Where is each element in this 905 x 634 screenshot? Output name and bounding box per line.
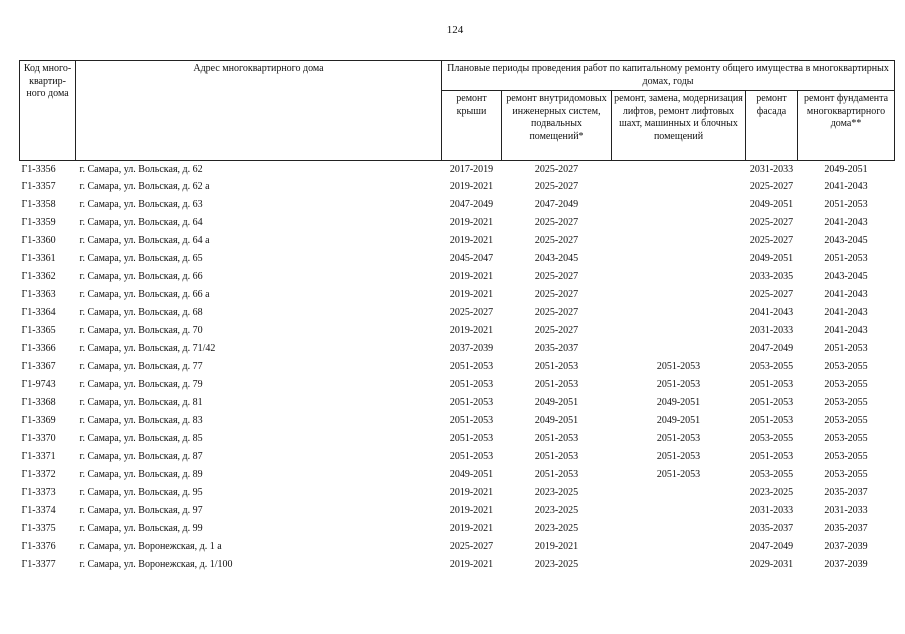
cell-roof: 2019-2021: [449, 217, 494, 229]
cell-engineering: 2023-2025: [534, 559, 579, 571]
table-row: [20, 413, 895, 431]
cell-elevators: 2051-2053: [656, 379, 701, 391]
cell-engineering: 2025-2027: [534, 163, 579, 175]
cell-foundation: 2053-2055: [824, 469, 868, 481]
cell-code: Г1-3360: [21, 235, 56, 247]
cell-roof: 2017-2019: [449, 163, 494, 175]
table-row: [20, 179, 895, 197]
cell-facade: 2053-2055: [749, 433, 794, 445]
cell-roof: 2051-2053: [449, 379, 494, 391]
cell-facade: 2031-2033: [749, 163, 794, 175]
cell-engineering: 2025-2027: [534, 235, 579, 247]
table-row: [20, 287, 895, 305]
cell-roof: 2019-2021: [449, 181, 494, 193]
cell-elevators: [612, 341, 746, 359]
cell-engineering: 2019-2021: [534, 541, 579, 553]
cell-code: Г1-3370: [21, 433, 56, 445]
cell-code: Г1-3366: [21, 343, 56, 355]
cell-roof: 2025-2027: [449, 541, 494, 553]
cell-address: г. Самара, ул. Вольская, д. 97: [79, 505, 203, 517]
cell-elevators: 2051-2053: [656, 469, 701, 481]
cell-foundation: 2035-2037: [824, 487, 868, 499]
cell-address: г. Самара, ул. Воронежская, д. 1/100: [79, 559, 233, 571]
cell-elevators: [612, 215, 746, 233]
cell-address: г. Самара, ул. Вольская, д. 85: [79, 433, 203, 445]
cell-foundation: 2043-2045: [824, 271, 868, 283]
cell-facade: 2051-2053: [749, 415, 794, 427]
header-roof: ремонт крыши: [442, 91, 502, 161]
cell-address: г. Самара, ул. Вольская, д. 83: [79, 415, 203, 427]
cell-address: г. Самара, ул. Вольская, д. 66: [79, 271, 203, 283]
cell-facade: 2051-2053: [749, 451, 794, 463]
cell-foundation: 2037-2039: [824, 559, 868, 571]
cell-code: Г1-3377: [21, 559, 56, 571]
cell-engineering: 2025-2027: [534, 271, 579, 283]
cell-engineering: 2023-2025: [534, 487, 579, 499]
page-number: 124: [446, 24, 464, 36]
cell-engineering: 2025-2027: [534, 217, 579, 229]
cell-code: Г1-3372: [21, 469, 56, 481]
cell-facade: 2041-2043: [749, 307, 794, 319]
cell-facade: 2029-2031: [749, 559, 794, 571]
cell-foundation: 2043-2045: [824, 235, 868, 247]
table-row: [20, 539, 895, 557]
cell-roof: 2019-2021: [449, 559, 494, 571]
cell-address: г. Самара, ул. Вольская, д. 87: [79, 451, 203, 463]
table-row: [20, 341, 895, 359]
cell-roof: 2037-2039: [449, 343, 494, 355]
table-body: [20, 161, 895, 575]
cell-roof: 2025-2027: [449, 307, 494, 319]
table-row: [20, 467, 895, 485]
cell-roof: 2049-2051: [449, 469, 494, 481]
header-address: Адрес многоквартирного дома: [76, 61, 442, 161]
cell-roof: 2019-2021: [449, 325, 494, 337]
cell-elevators: [612, 269, 746, 287]
cell-foundation: 2041-2043: [824, 181, 868, 193]
cell-code: Г1-3358: [21, 199, 56, 211]
cell-code: Г1-3363: [21, 289, 56, 301]
cell-address: г. Самара, ул. Вольская, д. 66 а: [79, 289, 210, 301]
table-row: [20, 161, 895, 179]
cell-elevators: [612, 539, 746, 557]
cell-facade: 2053-2055: [749, 469, 794, 481]
cell-roof: 2045-2047: [449, 253, 494, 265]
table-row: [20, 233, 895, 251]
header-code: Код много-квартир-ного дома: [20, 61, 76, 161]
cell-engineering: 2049-2051: [534, 397, 579, 409]
table-row: [20, 359, 895, 377]
cell-address: г. Самара, ул. Вольская, д. 62: [79, 163, 203, 175]
cell-code: Г1-3368: [21, 397, 56, 409]
cell-facade: 2047-2049: [749, 541, 794, 553]
cell-code: Г1-3361: [21, 253, 56, 265]
cell-code: Г1-3357: [21, 181, 56, 193]
cell-roof: 2047-2049: [449, 199, 494, 211]
cell-elevators: 2051-2053: [656, 451, 701, 463]
cell-elevators: [612, 305, 746, 323]
cell-engineering: 2035-2037: [534, 343, 579, 355]
table-row: [20, 431, 895, 449]
table-row: [20, 323, 895, 341]
cell-facade: 2033-2035: [749, 271, 794, 283]
cell-facade: 2031-2033: [749, 325, 794, 337]
cell-address: г. Самара, ул. Вольская, д. 62 а: [79, 181, 210, 193]
cell-foundation: 2041-2043: [824, 307, 868, 319]
cell-elevators: 2049-2051: [656, 415, 701, 427]
cell-engineering: 2025-2027: [534, 307, 579, 319]
cell-address: г. Самара, ул. Вольская, д. 99: [79, 523, 203, 535]
cell-engineering: 2051-2053: [534, 361, 579, 373]
cell-facade: 2049-2051: [749, 199, 794, 211]
cell-engineering: 2025-2027: [534, 289, 579, 301]
cell-elevators: [612, 485, 746, 503]
cell-facade: 2031-2033: [749, 505, 794, 517]
cell-roof: 2051-2053: [449, 397, 494, 409]
cell-foundation: 2041-2043: [824, 217, 868, 229]
cell-foundation: 2053-2055: [824, 451, 868, 463]
cell-facade: 2025-2027: [749, 289, 794, 301]
cell-foundation: 2049-2051: [824, 163, 868, 175]
cell-roof: 2051-2053: [449, 433, 494, 445]
cell-address: г. Самара, ул. Вольская, д. 95: [79, 487, 203, 499]
cell-engineering: 2025-2027: [534, 181, 579, 193]
cell-elevators: [612, 323, 746, 341]
table-row: [20, 215, 895, 233]
cell-engineering: 2023-2025: [534, 523, 579, 535]
cell-elevators: 2051-2053: [656, 361, 701, 373]
cell-code: Г1-3375: [21, 523, 56, 535]
cell-elevators: [612, 197, 746, 215]
cell-engineering: 2025-2027: [534, 325, 579, 337]
cell-address: г. Самара, ул. Вольская, д. 68: [79, 307, 203, 319]
cell-facade: 2025-2027: [749, 235, 794, 247]
cell-elevators: [612, 503, 746, 521]
cell-code: Г1-3373: [21, 487, 56, 499]
cell-foundation: 2041-2043: [824, 325, 868, 337]
cell-facade: 2051-2053: [749, 397, 794, 409]
cell-facade: 2053-2055: [749, 361, 794, 373]
cell-address: г. Самара, ул. Вольская, д. 79: [79, 379, 203, 391]
header-periods: Плановые периоды проведения работ по капитальному ремонту общего имущества в многоквартирных домах, годы: [442, 61, 895, 91]
cell-foundation: 2051-2053: [824, 199, 868, 211]
header-engineering: ремонт внутридомовых инженерных систем, подвальных помещений*: [502, 91, 612, 161]
cell-address: г. Самара, ул. Вольская, д. 77: [79, 361, 203, 373]
cell-foundation: 2041-2043: [824, 289, 868, 301]
table-row: [20, 485, 895, 503]
cell-foundation: 2053-2055: [824, 433, 868, 445]
cell-address: г. Самара, ул. Вольская, д. 64: [79, 217, 203, 229]
cell-engineering: 2023-2025: [534, 505, 579, 517]
table-row: [20, 305, 895, 323]
cell-elevators: [612, 179, 746, 197]
cell-facade: 2025-2027: [749, 181, 794, 193]
cell-code: Г1-3359: [21, 217, 56, 229]
table-row: [20, 503, 895, 521]
cell-elevators: 2051-2053: [656, 433, 701, 445]
cell-roof: 2051-2053: [449, 415, 494, 427]
cell-address: г. Самара, ул. Вольская, д. 65: [79, 253, 203, 265]
cell-elevators: [612, 161, 746, 179]
cell-foundation: 2031-2033: [824, 505, 868, 517]
cell-roof: 2019-2021: [449, 505, 494, 517]
cell-elevators: [612, 557, 746, 575]
cell-engineering: 2043-2045: [534, 253, 579, 265]
cell-address: г. Самара, ул. Воронежская, д. 1 а: [79, 541, 222, 553]
cell-engineering: 2047-2049: [534, 199, 579, 211]
cell-engineering: 2051-2053: [534, 433, 579, 445]
cell-code: Г1-3365: [21, 325, 56, 337]
cell-foundation: 2053-2055: [824, 397, 868, 409]
cell-facade: 2023-2025: [749, 487, 794, 499]
cell-facade: 2051-2053: [749, 379, 794, 391]
cell-address: г. Самара, ул. Вольская, д. 63: [79, 199, 203, 211]
cell-engineering: 2051-2053: [534, 451, 579, 463]
cell-engineering: 2051-2053: [534, 469, 579, 481]
cell-address: г. Самара, ул. Вольская, д. 64 а: [79, 235, 210, 247]
cell-roof: 2019-2021: [449, 487, 494, 499]
cell-roof: 2051-2053: [449, 361, 494, 373]
cell-code: Г1-3371: [21, 451, 56, 463]
cell-address: г. Самара, ул. Вольская, д. 89: [79, 469, 203, 481]
cell-foundation: 2053-2055: [824, 415, 868, 427]
cell-address: г. Самара, ул. Вольская, д. 70: [79, 325, 203, 337]
cell-code: Г1-3367: [21, 361, 56, 373]
cell-roof: 2051-2053: [449, 451, 494, 463]
cell-foundation: 2051-2053: [824, 343, 868, 355]
table-row: [20, 251, 895, 269]
table-row: [20, 197, 895, 215]
cell-elevators: [612, 233, 746, 251]
cell-code: Г1-3369: [21, 415, 56, 427]
cell-code: Г1-3376: [21, 541, 56, 553]
table-row: [20, 395, 895, 413]
cell-roof: 2019-2021: [449, 289, 494, 301]
cell-roof: 2019-2021: [449, 271, 494, 283]
cell-foundation: 2051-2053: [824, 253, 868, 265]
table-row: [20, 449, 895, 467]
table-row: [20, 521, 895, 539]
cell-engineering: 2049-2051: [534, 415, 579, 427]
cell-facade: 2025-2027: [749, 217, 794, 229]
cell-address: г. Самара, ул. Вольская, д. 81: [79, 397, 203, 409]
cell-foundation: 2035-2037: [824, 523, 868, 535]
header-elevators: ремонт, замена, модернизация лифтов, ремонт лифтовых шахт, машинных и блочных помещений: [612, 91, 746, 161]
table-row: [20, 269, 895, 287]
cell-foundation: 2053-2055: [824, 379, 868, 391]
cell-code: Г1-3364: [21, 307, 56, 319]
cell-elevators: [612, 521, 746, 539]
header-facade: ремонт фасада: [746, 91, 798, 161]
cell-foundation: 2053-2055: [824, 361, 868, 373]
cell-foundation: 2037-2039: [824, 541, 868, 553]
cell-code: Г1-3374: [21, 505, 56, 517]
header-foundation: ремонт фундамента многоквартирного дома**: [798, 91, 895, 161]
cell-roof: 2019-2021: [449, 235, 494, 247]
cell-code: Г1-3356: [21, 163, 56, 175]
table-header-row: [20, 61, 895, 91]
cell-facade: 2035-2037: [749, 523, 794, 535]
cell-code: Г1-9743: [21, 379, 56, 391]
cell-code: Г1-3362: [21, 271, 56, 283]
cell-facade: 2049-2051: [749, 253, 794, 265]
cell-address: г. Самара, ул. Вольская, д. 71/42: [79, 343, 216, 355]
cell-elevators: 2049-2051: [656, 397, 701, 409]
cell-facade: 2047-2049: [749, 343, 794, 355]
table-row: [20, 377, 895, 395]
cell-elevators: [612, 287, 746, 305]
capital-repair-schedule-table: [19, 60, 895, 575]
cell-elevators: [612, 251, 746, 269]
table-row: [20, 557, 895, 575]
cell-roof: 2019-2021: [449, 523, 494, 535]
cell-engineering: 2051-2053: [534, 379, 579, 391]
